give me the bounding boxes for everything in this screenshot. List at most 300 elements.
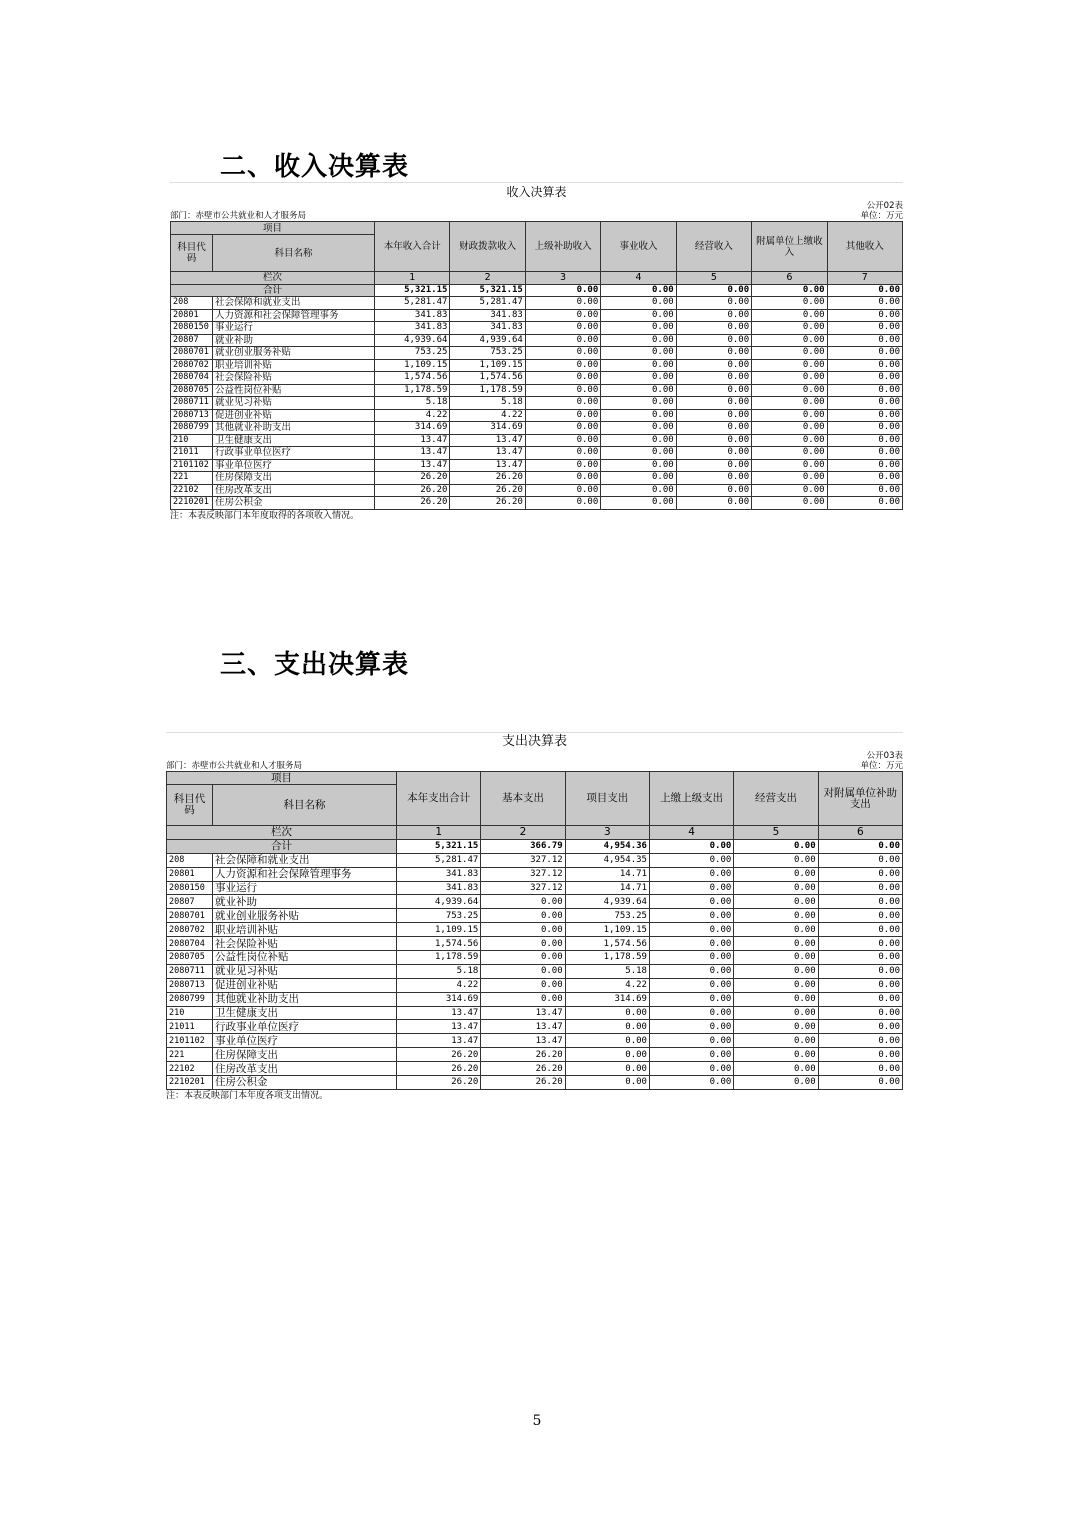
table-row <box>167 867 903 881</box>
income-row-value: 5,281.47 <box>450 297 525 310</box>
expense-total-row <box>167 839 903 853</box>
expense-row-value: 0.00 <box>818 964 902 978</box>
expense-row-value: 0.00 <box>649 978 733 992</box>
income-row-name: 促进创业补贴 <box>213 409 375 422</box>
expense-row-code: 2080711 <box>167 964 213 978</box>
income-row-value: 0.00 <box>525 484 600 497</box>
income-row-value: 0.00 <box>676 297 751 310</box>
expense-row-value: 0.00 <box>734 1048 818 1062</box>
income-row-value: 0.00 <box>676 347 751 360</box>
expense-row-value: 0.00 <box>649 964 733 978</box>
expense-row-value: 0.00 <box>649 895 733 909</box>
table-row <box>171 497 903 510</box>
expense-row-value: 0.00 <box>565 1006 649 1020</box>
income-row-value: 0.00 <box>827 447 902 460</box>
income-row-value: 0.00 <box>827 384 902 397</box>
income-row-code: 2080799 <box>171 422 213 435</box>
table-row <box>171 347 903 360</box>
income-row-value: 0.00 <box>601 497 676 510</box>
income-row-value: 13.47 <box>375 447 450 460</box>
income-row-code: 2210201 <box>171 497 213 510</box>
expense-row-value: 4,939.64 <box>397 895 481 909</box>
expense-row-value: 0.00 <box>734 1034 818 1048</box>
table-row <box>167 881 903 895</box>
income-row-value: 0.00 <box>601 372 676 385</box>
expense-row-value: 0.00 <box>734 867 818 881</box>
table-row <box>171 422 903 435</box>
expense-row-value: 0.00 <box>481 895 565 909</box>
income-row-value: 0.00 <box>827 359 902 372</box>
income-row-value: 0.00 <box>601 359 676 372</box>
expense-row-value: 0.00 <box>818 909 902 923</box>
expense-row-value: 14.71 <box>565 867 649 881</box>
expense-row-value: 0.00 <box>818 937 902 951</box>
expense-row-name: 行政事业单位医疗 <box>213 1020 397 1034</box>
expense-row-code: 210 <box>167 1006 213 1020</box>
expense-total-label: 合计 <box>167 839 397 853</box>
expense-column-number: 5 <box>734 826 818 840</box>
income-row-value: 0.00 <box>752 409 827 422</box>
income-column-header: 其他收入 <box>827 222 902 272</box>
expense-row-value: 1,178.59 <box>565 951 649 965</box>
page-number: 5 <box>532 1413 542 1429</box>
expense-row-value: 0.00 <box>649 1034 733 1048</box>
income-total-row <box>171 284 903 297</box>
table-row <box>171 372 903 385</box>
income-row-value: 4.22 <box>450 409 525 422</box>
income-row-value: 0.00 <box>676 384 751 397</box>
income-row-value: 1,178.59 <box>450 384 525 397</box>
income-row-value: 0.00 <box>601 347 676 360</box>
expense-row-value: 0.00 <box>818 1034 902 1048</box>
income-row-name: 职业培训补贴 <box>213 359 375 372</box>
table-row <box>167 1006 903 1020</box>
income-row-name: 住房改革支出 <box>213 484 375 497</box>
table-row <box>171 434 903 447</box>
expense-row-value: 26.20 <box>481 1062 565 1076</box>
expense-row-value: 13.47 <box>397 1006 481 1020</box>
income-row-value: 0.00 <box>601 484 676 497</box>
table-row <box>167 853 903 867</box>
expense-column-number: 4 <box>649 826 733 840</box>
table-row <box>171 384 903 397</box>
income-row-value: 0.00 <box>827 297 902 310</box>
expense-row-name: 其他就业补助支出 <box>213 992 397 1006</box>
expense-row-value: 26.20 <box>481 1076 565 1090</box>
expense-row-code: 21011 <box>167 1020 213 1034</box>
expense-row-value: 0.00 <box>734 992 818 1006</box>
income-row-value: 0.00 <box>676 459 751 472</box>
income-row-value: 0.00 <box>827 434 902 447</box>
income-row-value: 1,109.15 <box>450 359 525 372</box>
income-row-value: 4,939.64 <box>375 334 450 347</box>
expense-row-value: 0.00 <box>481 992 565 1006</box>
income-row-value: 0.00 <box>601 384 676 397</box>
income-name-header: 科目名称 <box>213 235 375 272</box>
expense-row-value: 0.00 <box>565 1034 649 1048</box>
table-row <box>167 909 903 923</box>
expense-row-value: 0.00 <box>818 1062 902 1076</box>
table-row <box>167 1048 903 1062</box>
income-row-name: 公益性岗位补贴 <box>213 384 375 397</box>
income-row-value: 26.20 <box>375 472 450 485</box>
expense-row-value: 0.00 <box>649 881 733 895</box>
expense-row-value: 0.00 <box>734 1020 818 1034</box>
income-row-value: 0.00 <box>601 334 676 347</box>
expense-row-value: 0.00 <box>649 867 733 881</box>
income-row-value: 5.18 <box>450 397 525 410</box>
income-row-value: 0.00 <box>752 297 827 310</box>
expense-row-value: 26.20 <box>397 1062 481 1076</box>
income-column-number-row <box>171 272 903 285</box>
expense-row-code: 2080705 <box>167 951 213 965</box>
income-row-value: 0.00 <box>676 372 751 385</box>
income-row-value: 0.00 <box>676 447 751 460</box>
income-row-code: 208 <box>171 297 213 310</box>
expense-row-value: 1,574.56 <box>565 937 649 951</box>
expense-row-value: 0.00 <box>649 1020 733 1034</box>
income-row-value: 1,178.59 <box>375 384 450 397</box>
income-row-value: 13.47 <box>450 434 525 447</box>
expense-row-name: 就业补助 <box>213 895 397 909</box>
income-column-number: 3 <box>525 272 600 285</box>
income-row-value: 0.00 <box>827 459 902 472</box>
table-row <box>171 397 903 410</box>
table-row <box>171 359 903 372</box>
expense-row-name: 社会保障和就业支出 <box>213 853 397 867</box>
income-row-name: 住房保障支出 <box>213 472 375 485</box>
income-row-value: 0.00 <box>752 384 827 397</box>
income-statement-sheet <box>170 182 903 522</box>
income-row-value: 26.20 <box>450 472 525 485</box>
income-row-value: 0.00 <box>601 447 676 460</box>
expense-row-name: 社会保险补贴 <box>213 937 397 951</box>
table-row <box>167 992 903 1006</box>
expense-row-value: 0.00 <box>649 951 733 965</box>
income-row-value: 0.00 <box>525 384 600 397</box>
expense-row-code: 20801 <box>167 867 213 881</box>
income-row-value: 0.00 <box>752 447 827 460</box>
expense-row-code: 2210201 <box>167 1076 213 1090</box>
income-row-name: 事业运行 <box>213 322 375 335</box>
income-row-name: 其他就业补助支出 <box>213 422 375 435</box>
expense-total-value: 0.00 <box>649 839 733 853</box>
expense-row-value: 0.00 <box>734 881 818 895</box>
income-row-value: 0.00 <box>827 472 902 485</box>
income-code-header: 科目代码 <box>171 235 213 272</box>
expense-row-value: 26.20 <box>481 1048 565 1062</box>
expense-column-number: 1 <box>397 826 481 840</box>
expense-row-name: 就业见习补贴 <box>213 964 397 978</box>
expense-row-name: 公益性岗位补贴 <box>213 951 397 965</box>
income-row-value: 0.00 <box>525 497 600 510</box>
income-total-value: 5,321.15 <box>375 284 450 297</box>
expense-row-value: 0.00 <box>818 978 902 992</box>
income-row-value: 0.00 <box>601 472 676 485</box>
expense-row-value: 26.20 <box>397 1076 481 1090</box>
expense-row-value: 0.00 <box>818 1006 902 1020</box>
expense-row-value: 0.00 <box>649 1076 733 1090</box>
table-row <box>167 964 903 978</box>
expense-table-number: 公开03表 <box>866 751 903 761</box>
income-row-code: 2080702 <box>171 359 213 372</box>
income-row-value: 0.00 <box>752 397 827 410</box>
expense-note: 注：本表反映部门本年度各项支出情况。 <box>166 1090 329 1101</box>
expense-row-code: 2080713 <box>167 978 213 992</box>
income-row-value: 1,109.15 <box>375 359 450 372</box>
expense-row-code: 2080704 <box>167 937 213 951</box>
expense-row-value: 0.00 <box>649 853 733 867</box>
income-row-value: 0.00 <box>827 372 902 385</box>
income-row-value: 0.00 <box>827 409 902 422</box>
expense-row-value: 1,178.59 <box>397 951 481 965</box>
expense-table <box>166 771 903 1090</box>
income-unit: 单位：万元 <box>860 211 903 221</box>
income-row-value: 0.00 <box>676 359 751 372</box>
expense-row-value: 0.00 <box>481 909 565 923</box>
income-row-value: 4.22 <box>375 409 450 422</box>
expense-row-value: 0.00 <box>734 895 818 909</box>
income-column-number-label: 栏次 <box>171 272 375 285</box>
expense-row-value: 5.18 <box>565 964 649 978</box>
income-row-value: 341.83 <box>375 309 450 322</box>
expense-row-value: 327.12 <box>481 881 565 895</box>
income-row-value: 0.00 <box>676 497 751 510</box>
income-row-value: 0.00 <box>752 322 827 335</box>
table-row <box>171 447 903 460</box>
income-row-code: 2080711 <box>171 397 213 410</box>
income-row-value: 0.00 <box>676 434 751 447</box>
expense-row-name: 事业运行 <box>213 881 397 895</box>
expense-row-value: 0.00 <box>649 1062 733 1076</box>
expense-row-code: 2080702 <box>167 923 213 937</box>
income-row-name: 就业见习补贴 <box>213 397 375 410</box>
expense-column-header: 对附属单位补助支出 <box>818 772 902 826</box>
expense-row-value: 4,954.35 <box>565 853 649 867</box>
expense-row-value: 0.00 <box>818 951 902 965</box>
income-total-value: 0.00 <box>676 284 751 297</box>
income-column-number: 5 <box>676 272 751 285</box>
expense-column-number-row <box>167 826 903 840</box>
income-row-value: 1,574.56 <box>450 372 525 385</box>
expense-row-value: 1,109.15 <box>397 923 481 937</box>
expense-row-value: 0.00 <box>481 951 565 965</box>
expense-column-header: 本年支出合计 <box>397 772 481 826</box>
income-row-value: 0.00 <box>601 397 676 410</box>
income-section-heading: 二、收入决算表 <box>220 152 410 182</box>
table-row <box>171 309 903 322</box>
income-total-label: 合计 <box>171 284 375 297</box>
income-row-name: 事业单位医疗 <box>213 459 375 472</box>
expense-row-code: 2080701 <box>167 909 213 923</box>
income-row-code: 21011 <box>171 447 213 460</box>
income-total-value: 0.00 <box>525 284 600 297</box>
expense-item-header: 项目 <box>167 772 397 785</box>
income-row-value: 26.20 <box>375 497 450 510</box>
income-column-number: 1 <box>375 272 450 285</box>
expense-row-value: 1,109.15 <box>565 923 649 937</box>
income-column-number: 2 <box>450 272 525 285</box>
income-row-value: 0.00 <box>752 434 827 447</box>
income-row-value: 5,281.47 <box>375 297 450 310</box>
income-row-code: 2080701 <box>171 347 213 360</box>
expense-row-name: 职业培训补贴 <box>213 923 397 937</box>
expense-row-value: 13.47 <box>481 1020 565 1034</box>
expense-row-value: 0.00 <box>734 964 818 978</box>
expense-row-value: 0.00 <box>734 951 818 965</box>
income-row-value: 0.00 <box>676 422 751 435</box>
expense-row-value: 0.00 <box>481 923 565 937</box>
income-row-value: 341.83 <box>375 322 450 335</box>
expense-row-value: 0.00 <box>649 909 733 923</box>
income-row-value: 4,939.64 <box>450 334 525 347</box>
expense-row-value: 0.00 <box>565 1076 649 1090</box>
expense-row-value: 0.00 <box>734 1062 818 1076</box>
income-row-value: 0.00 <box>676 484 751 497</box>
table-row <box>171 472 903 485</box>
income-column-header: 附属单位上缴收入 <box>752 222 827 272</box>
income-row-value: 0.00 <box>525 334 600 347</box>
expense-row-value: 0.00 <box>818 895 902 909</box>
income-row-name: 人力资源和社会保障管理事务 <box>213 309 375 322</box>
table-row <box>171 484 903 497</box>
table-row <box>171 297 903 310</box>
expense-row-value: 4.22 <box>397 978 481 992</box>
income-row-value: 0.00 <box>601 409 676 422</box>
table-row <box>167 937 903 951</box>
income-table-caption: 收入决算表 <box>170 182 903 201</box>
income-row-name: 社会保险补贴 <box>213 372 375 385</box>
table-row <box>167 895 903 909</box>
income-column-number: 7 <box>827 272 902 285</box>
income-row-value: 0.00 <box>676 409 751 422</box>
income-column-header: 事业收入 <box>601 222 676 272</box>
expense-row-value: 0.00 <box>481 937 565 951</box>
expense-total-value: 4,954.36 <box>565 839 649 853</box>
income-row-value: 13.47 <box>375 434 450 447</box>
table-row <box>167 923 903 937</box>
income-row-value: 0.00 <box>525 309 600 322</box>
income-row-name: 行政事业单位医疗 <box>213 447 375 460</box>
expense-row-code: 221 <box>167 1048 213 1062</box>
income-row-value: 0.00 <box>601 459 676 472</box>
expense-row-value: 327.12 <box>481 853 565 867</box>
expense-row-value: 0.00 <box>734 937 818 951</box>
income-row-code: 210 <box>171 434 213 447</box>
expense-row-code: 2080150 <box>167 881 213 895</box>
expense-row-name: 事业单位医疗 <box>213 1034 397 1048</box>
income-row-value: 0.00 <box>676 322 751 335</box>
table-row <box>171 459 903 472</box>
expense-unit: 单位：万元 <box>860 761 903 771</box>
income-row-value: 0.00 <box>827 322 902 335</box>
income-row-value: 0.00 <box>752 334 827 347</box>
income-row-value: 314.69 <box>375 422 450 435</box>
expense-row-value: 0.00 <box>818 992 902 1006</box>
income-row-code: 22102 <box>171 484 213 497</box>
income-row-value: 0.00 <box>752 497 827 510</box>
income-row-value: 0.00 <box>827 334 902 347</box>
income-row-value: 341.83 <box>450 322 525 335</box>
expense-row-value: 0.00 <box>818 853 902 867</box>
expense-table-caption: 支出决算表 <box>166 732 903 751</box>
income-row-value: 753.25 <box>375 347 450 360</box>
expense-column-header: 基本支出 <box>481 772 565 826</box>
expense-row-value: 0.00 <box>734 1006 818 1020</box>
expense-total-value: 5,321.15 <box>397 839 481 853</box>
expense-row-value: 13.47 <box>397 1034 481 1048</box>
expense-row-value: 0.00 <box>734 978 818 992</box>
income-row-value: 341.83 <box>450 309 525 322</box>
expense-row-value: 314.69 <box>565 992 649 1006</box>
income-row-value: 0.00 <box>827 497 902 510</box>
table-row <box>167 1034 903 1048</box>
expense-row-value: 0.00 <box>734 909 818 923</box>
income-row-code: 2080704 <box>171 372 213 385</box>
table-row <box>167 951 903 965</box>
expense-section-heading: 三、支出决算表 <box>220 650 410 680</box>
income-row-value: 0.00 <box>601 434 676 447</box>
expense-department: 部门：赤壁市公共就业和人才服务局 <box>166 761 303 771</box>
income-row-code: 2080705 <box>171 384 213 397</box>
income-row-value: 0.00 <box>676 309 751 322</box>
expense-row-value: 341.83 <box>397 881 481 895</box>
income-row-value: 26.20 <box>450 484 525 497</box>
income-row-value: 0.00 <box>827 347 902 360</box>
expense-row-value: 0.00 <box>565 1062 649 1076</box>
income-row-value: 0.00 <box>525 447 600 460</box>
income-row-value: 0.00 <box>752 347 827 360</box>
expense-row-value: 753.25 <box>565 909 649 923</box>
expense-total-value: 0.00 <box>734 839 818 853</box>
expense-row-value: 341.83 <box>397 867 481 881</box>
income-total-value: 0.00 <box>752 284 827 297</box>
income-row-value: 0.00 <box>525 459 600 472</box>
expense-statement-sheet <box>166 732 903 1102</box>
income-row-value: 0.00 <box>827 309 902 322</box>
income-row-value: 26.20 <box>450 497 525 510</box>
expense-row-value: 0.00 <box>481 964 565 978</box>
income-row-code: 2080713 <box>171 409 213 422</box>
income-row-code: 2080150 <box>171 322 213 335</box>
expense-row-value: 0.00 <box>649 923 733 937</box>
income-row-value: 26.20 <box>375 484 450 497</box>
expense-total-value: 366.79 <box>481 839 565 853</box>
expense-row-code: 208 <box>167 853 213 867</box>
income-row-value: 13.47 <box>450 447 525 460</box>
expense-row-value: 5,281.47 <box>397 853 481 867</box>
expense-row-value: 13.47 <box>397 1020 481 1034</box>
expense-row-value: 314.69 <box>397 992 481 1006</box>
expense-row-value: 4,939.64 <box>565 895 649 909</box>
expense-name-header: 科目名称 <box>213 785 397 826</box>
income-row-value: 0.00 <box>676 397 751 410</box>
income-row-value: 0.00 <box>525 472 600 485</box>
expense-column-header: 项目支出 <box>565 772 649 826</box>
expense-row-value: 14.71 <box>565 881 649 895</box>
income-row-code: 2101102 <box>171 459 213 472</box>
income-row-value: 0.00 <box>525 322 600 335</box>
expense-row-name: 就业创业服务补贴 <box>213 909 397 923</box>
expense-row-name: 促进创业补贴 <box>213 978 397 992</box>
table-row <box>167 1020 903 1034</box>
income-row-value: 13.47 <box>375 459 450 472</box>
expense-row-code: 22102 <box>167 1062 213 1076</box>
income-row-value: 0.00 <box>752 309 827 322</box>
expense-row-value: 0.00 <box>734 853 818 867</box>
income-row-value: 0.00 <box>676 334 751 347</box>
income-row-value: 0.00 <box>676 472 751 485</box>
